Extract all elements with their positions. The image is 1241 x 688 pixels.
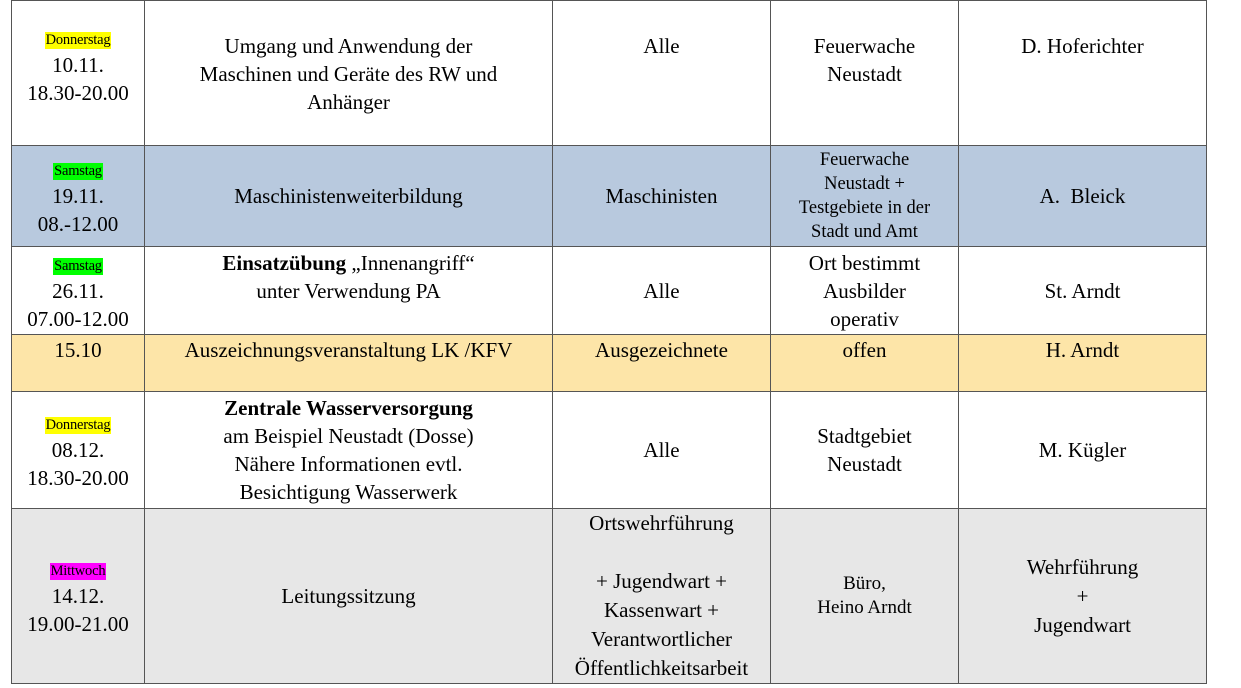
lead-cell xyxy=(959,146,1207,247)
topic-bold: Einsatzübung xyxy=(222,251,347,275)
location-line: operativ xyxy=(830,306,899,331)
time-text: 08.-12.00 xyxy=(37,212,119,236)
date-text: 19.11. xyxy=(52,184,104,208)
date-text: 14.12. xyxy=(51,584,105,608)
date-cell xyxy=(12,146,145,247)
audience-line: + Jugendwart + xyxy=(596,569,727,593)
location-line: Neustadt + xyxy=(824,174,905,194)
weekday-badge: Donnerstag xyxy=(45,32,111,48)
audience-text: Alle xyxy=(643,438,680,462)
lead-cell xyxy=(959,247,1207,335)
topic-line: Anhänger xyxy=(307,90,390,114)
location-line: Neustadt xyxy=(827,62,902,86)
table-row xyxy=(12,392,1207,509)
date-cell xyxy=(12,335,145,392)
location-cell xyxy=(771,247,959,335)
location-line: Feuerwache xyxy=(813,34,916,58)
audience-line: Kassenwart + xyxy=(603,598,720,622)
location-line: Büro, xyxy=(843,573,886,594)
location-line: Stadtgebiet xyxy=(817,424,912,448)
audience-line xyxy=(555,538,768,567)
topic-line: unter Verwendung PA xyxy=(256,279,441,303)
lead-line: Wehrführung xyxy=(1026,554,1139,579)
date-text: 10.11. xyxy=(52,53,104,77)
topic-text: Leitungssitzung xyxy=(281,584,416,608)
date-cell xyxy=(12,392,145,509)
topic-line xyxy=(147,249,550,277)
topic-rest: „Innenangriff“ xyxy=(346,251,475,275)
time-text: 19.00-21.00 xyxy=(27,612,129,636)
location-cell xyxy=(771,392,959,509)
location-cell xyxy=(771,335,959,392)
weekday-badge: Samstag xyxy=(54,163,102,179)
location-line: Heino Arndt xyxy=(817,597,912,618)
location-line: Feuerwache xyxy=(819,150,910,170)
lead-cell xyxy=(959,1,1207,146)
location-line: Ausbilder xyxy=(823,278,906,303)
audience-cell xyxy=(553,509,771,684)
time-text: 18.30-20.00 xyxy=(27,466,129,490)
audience-cell xyxy=(553,146,771,247)
table-row xyxy=(12,146,1207,247)
lead-text: H. Arndt xyxy=(1045,338,1120,362)
lead-cell xyxy=(959,509,1207,684)
topic-text: Maschinistenweiterbildung xyxy=(234,184,463,208)
lead-text: D. Hoferichter xyxy=(1021,34,1144,58)
topic-cell xyxy=(145,247,553,335)
topic-cell xyxy=(145,335,553,392)
audience-text: Maschinisten xyxy=(605,184,718,208)
audience-cell xyxy=(553,335,771,392)
date-text: 08.12. xyxy=(51,438,105,462)
date-cell xyxy=(12,247,145,335)
topic-line: am Beispiel Neustadt (Dosse) xyxy=(223,424,474,448)
weekday-badge: Mittwoch xyxy=(50,563,106,579)
audience-line: Ortswehrführung xyxy=(589,511,734,535)
date-text: 26.11. xyxy=(52,278,104,303)
audience-text: Alle xyxy=(643,278,680,303)
location-line: Ort bestimmt xyxy=(808,250,921,275)
lead-line: Jugendwart xyxy=(1034,612,1131,637)
location-cell xyxy=(771,1,959,146)
lead-text: M. Kügler xyxy=(1038,438,1127,462)
topic-line: Nähere Informationen evtl. xyxy=(234,452,463,476)
topic-cell xyxy=(145,146,553,247)
topic-text: Auszeichnungsveranstaltung LK /KFV xyxy=(184,338,513,362)
table-row xyxy=(12,509,1207,684)
table-row xyxy=(12,1,1207,146)
lead-cell xyxy=(959,335,1207,392)
topic-line: Maschinen und Geräte des RW und xyxy=(199,62,498,86)
lead-line: + xyxy=(1076,583,1089,608)
time-text: 18.30-20.00 xyxy=(27,81,129,105)
audience-cell xyxy=(553,247,771,335)
topic-cell xyxy=(145,509,553,684)
topic-bold: Zentrale Wasserversorgung xyxy=(224,396,473,420)
date-cell xyxy=(12,509,145,684)
location-cell xyxy=(771,509,959,684)
date-text: 15.10 xyxy=(54,338,102,362)
weekday-badge: Samstag xyxy=(54,257,102,274)
topic-line: Umgang und Anwendung der xyxy=(224,34,473,58)
topic-cell xyxy=(145,1,553,146)
date-cell xyxy=(12,1,145,146)
audience-cell xyxy=(553,392,771,509)
lead-cell xyxy=(959,392,1207,509)
audience-text: Alle xyxy=(643,34,680,58)
location-line: Testgebiete in der xyxy=(798,198,931,218)
topic-cell xyxy=(145,392,553,509)
audience-line: Öffentlichkeitsarbeit xyxy=(574,656,749,680)
weekday-badge: Donnerstag xyxy=(45,417,111,433)
lead-text: St. Arndt xyxy=(1044,278,1121,303)
location-line: Stadt und Amt xyxy=(811,222,918,242)
time-text: 07.00-12.00 xyxy=(27,306,129,331)
audience-cell xyxy=(553,1,771,146)
location-cell xyxy=(771,146,959,247)
audience-text: Ausgezeichnete xyxy=(595,338,728,362)
table-row xyxy=(12,247,1207,335)
topic-line: Besichtigung Wasserwerk xyxy=(239,480,458,504)
schedule-table xyxy=(11,0,1207,684)
table-row xyxy=(12,335,1207,392)
lead-text: A. Bleick xyxy=(1039,184,1126,208)
location-line: Neustadt xyxy=(827,452,902,476)
audience-line: Verantwortlicher xyxy=(590,627,733,651)
location-text: offen xyxy=(842,338,887,362)
